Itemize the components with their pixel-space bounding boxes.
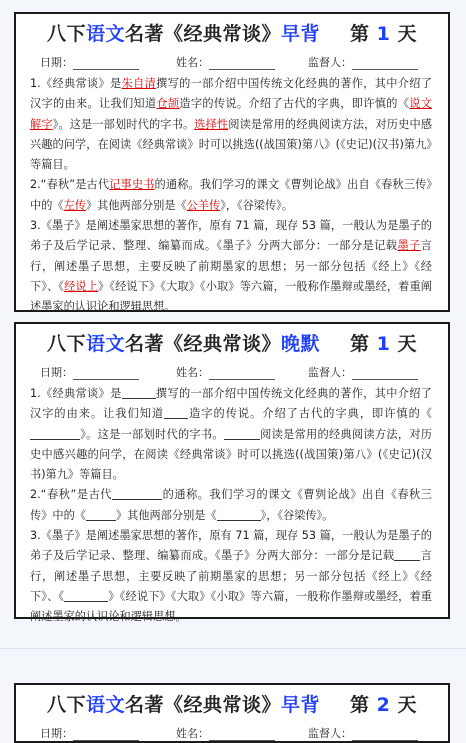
supervisor-label: 监督人： bbox=[308, 727, 352, 740]
worksheet-title: 八下语文名著《经典常谈》早背 第 2 天 bbox=[46, 694, 418, 716]
question-1: 1.《经典常谈》是 撰写的一部介绍中国传统文化经典的著作，其中介绍了汉字的由来。让我们知道 造字的传说。介绍了古代的字典，即许慎的《》。这是一部划时代的字书。 阅读是常用的经典阅读方法，对历史中感兴趣的问学，在阅读《经典常谈》时可以挑选((战国策)第八》(《史记)(汉书)第九》等篇目。 bbox=[30, 387, 432, 482]
answer-blank[interactable] bbox=[217, 509, 261, 521]
answer-blank[interactable] bbox=[394, 549, 420, 561]
worksheet-title: 八下语文名著《经典常谈》早背 第 1 天 bbox=[46, 23, 418, 45]
answer-blank[interactable] bbox=[112, 488, 162, 500]
answer-blank[interactable] bbox=[64, 590, 108, 602]
supervisor-label: 监督人： bbox=[308, 366, 352, 379]
worksheet-morning-day1 bbox=[14, 12, 450, 312]
worksheet-content bbox=[16, 70, 448, 318]
question-3: 3.《墨子》是阐述墨家思想的著作，原有 71 篇，现存 53 篇，一般认为是墨子的弟子及后学记录、整理、编纂而成。《墨子》分两大部分：一部分是记载墨子言行，阐述墨子思想，主要反映了前期墨家的思想；另一部分包括《经上》《经下》、《经说上》《经说下》《大取》《小取》等六篇，一般称作墨辩或墨经，着重阐述墨家的认识论和逻辑思想。 bbox=[30, 219, 432, 314]
name-field[interactable] bbox=[209, 59, 275, 70]
question-3: 3.《墨子》是阐述墨家思想的著作，原有 71 篇，现存 53 篇，一般认为是墨子的弟子及后学记录、整理、编纂而成。《墨子》分两大部分：一部分是记载 言行，阐述墨子思想，主要反映了前期墨家的思想；另一部分包括《经上》《经下》、《 》《经说下》《大取》《小取》等六篇，一般称作墨辩或墨经，着重阐述墨家的认识论和逻辑思想。 bbox=[30, 529, 432, 624]
answer-blank[interactable] bbox=[164, 407, 188, 419]
question-1: 1.《经典常谈》是朱自清撰写的一部介绍中国传统文化经典的著作，其中介绍了汉字的由来。让我们知道仓颉造字的传说。介绍了古代的字典，即许慎的《说文解字》。这是一部划时代的字书。选择性阅读是常用的经典阅读方法，对历史中感兴趣的问学，在阅读《经典常谈》时可以挑选((战国策)第八》(《史记)(汉书)第九》等篇目。 bbox=[30, 77, 432, 172]
worksheet-meta bbox=[40, 364, 448, 380]
supervisor-field[interactable] bbox=[352, 730, 418, 741]
supervisor-label: 监督人： bbox=[308, 56, 352, 69]
worksheet-morning-day2 bbox=[14, 683, 450, 743]
answer-blank[interactable] bbox=[86, 509, 116, 521]
question-2: 2.“春秋”是古代记事史书的通称。我们学习的课文《曹刿论战》出自《春秋三传》中的《左传》其他两部分别是《公羊传》，《谷梁传》。 bbox=[30, 178, 432, 212]
worksheet-evening-day1 bbox=[14, 322, 450, 624]
date-field[interactable] bbox=[73, 730, 139, 741]
question-2: 2.“春秋”是古代 的通称。我们学习的课文《曹刿论战》出自《春秋三传》中的《 》其他两部分别是《 》，《谷梁传》。 bbox=[30, 488, 432, 522]
date-field[interactable] bbox=[73, 59, 139, 70]
page-divider bbox=[0, 648, 466, 649]
name-label: 姓名： bbox=[176, 56, 209, 69]
date-field[interactable] bbox=[73, 369, 139, 380]
worksheet-meta bbox=[40, 54, 448, 70]
worksheet-title: 八下语文名著《经典常谈》晚默 第 1 天 bbox=[46, 333, 418, 355]
worksheet-content bbox=[16, 380, 448, 628]
supervisor-field[interactable] bbox=[352, 59, 418, 70]
answer-blank[interactable] bbox=[224, 428, 260, 440]
name-label: 姓名： bbox=[176, 727, 209, 740]
name-field[interactable] bbox=[209, 730, 275, 741]
date-label: 日期： bbox=[40, 727, 73, 740]
name-field[interactable] bbox=[209, 369, 275, 380]
worksheet-meta bbox=[40, 725, 448, 741]
supervisor-field[interactable] bbox=[352, 369, 418, 380]
date-label: 日期： bbox=[40, 56, 73, 69]
answer-blank[interactable] bbox=[30, 428, 80, 440]
date-label: 日期： bbox=[40, 366, 73, 379]
answer-blank[interactable] bbox=[122, 387, 156, 399]
name-label: 姓名： bbox=[176, 366, 209, 379]
